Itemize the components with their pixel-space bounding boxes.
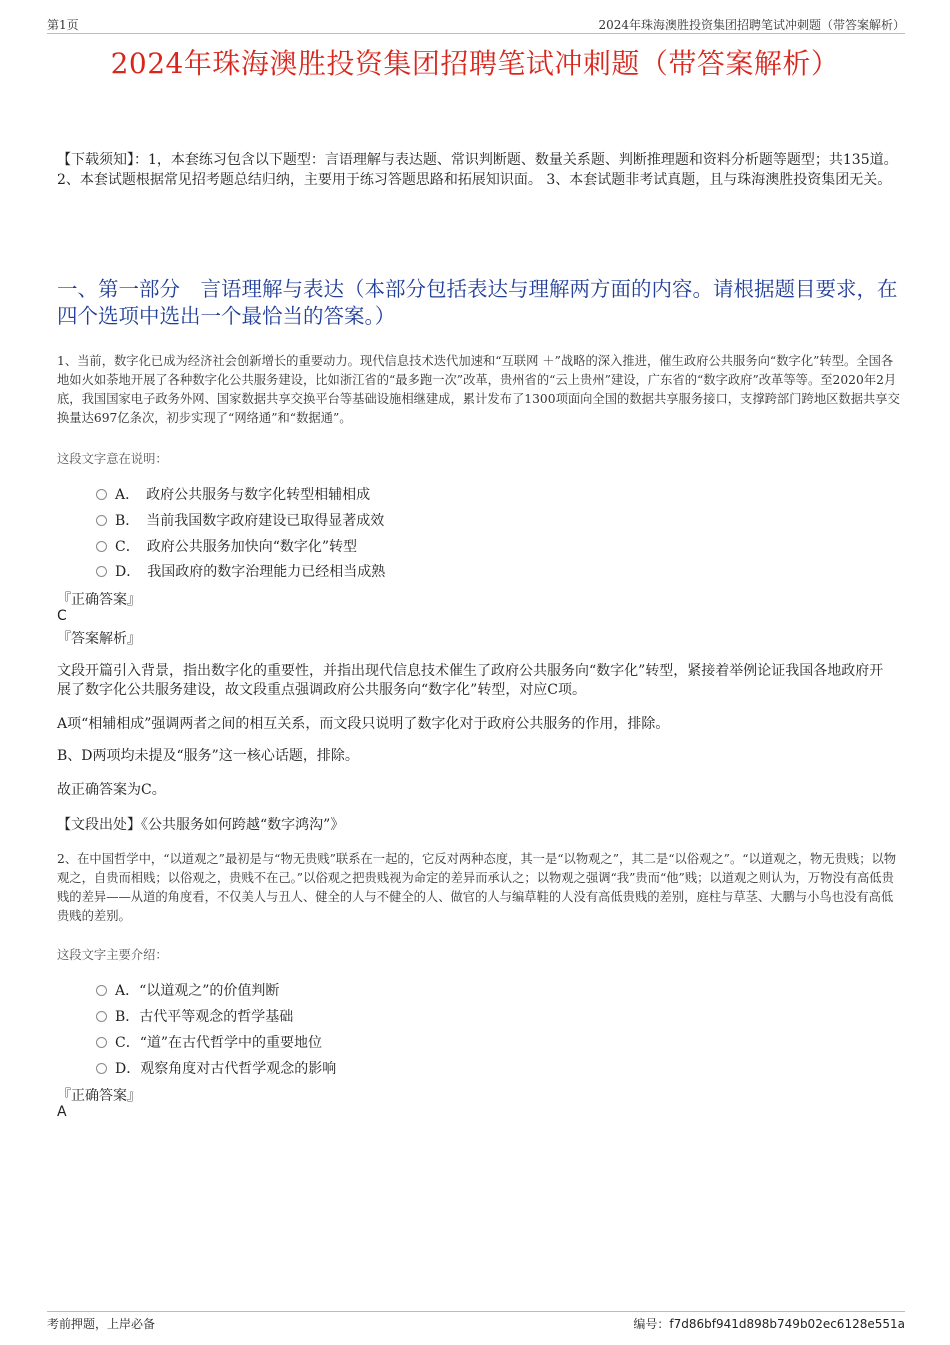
question-1-text: 1、当前，数字化已成为经济社会创新增长的重要动力。现代信息技术迭代加速和“互联网 ＋”战略的深入推进，催生政府公共服务向“数字化”转型。全国各地如火如荼地开展了各种数字化公共服务建设，比如浙江省的“最多跑一次”改革，贵州省的“云上贵州”建设，广东省的“数字政府”改革等等。至2020年2月底，我国国家电子政务外网、国家数据共享交换平台等基础设施相继建成，累计发布了1300项面向全国的数据共享服务接口，支撑跨部门跨地区数据共享交换量达697亿条次，初步实现了“网络通”和“数据通”。	[57, 354, 900, 425]
radio-icon[interactable]	[96, 985, 107, 996]
download-notice: 【下载须知】：1，本套练习包含以下题型：言语理解与表达题、常识判断题、数量关系题、判断推理题和资料分析题等题型；共135道。 2、本套试题根据常见招考题总结归纳，主要用于练习答题思路和拓展知识面。 3、本套试题非考试真题，且与珠海澳胜投资集团无关。	[57, 152, 898, 188]
question-1-option-c[interactable]: C． 政府公共服务加快向“数字化”转型	[96, 536, 357, 556]
radio-icon[interactable]	[96, 566, 107, 577]
radio-icon[interactable]	[96, 1063, 107, 1074]
header-doc-title: 2024年珠海澳胜投资集团招聘笔试冲刺题（带答案解析）	[598, 18, 905, 32]
question-2-option-b[interactable]: B．古代平等观念的哲学基础	[96, 1006, 293, 1026]
radio-icon[interactable]	[96, 1011, 107, 1022]
question-2-prompt: 这段文字主要介绍：	[57, 948, 168, 962]
footer-code-value: f7d86bf941d898b749b02ec6128e551a	[669, 1317, 905, 1331]
question-1-prompt: 这段文字意在说明：	[57, 452, 168, 466]
question-2-answer: A	[57, 1104, 67, 1120]
question-1-analysis-p4: 故正确答案为C。	[57, 782, 166, 798]
question-2-option-d[interactable]: D．观察角度对古代哲学观念的影响	[96, 1058, 336, 1078]
question-1-option-b[interactable]: B． 当前我国数字政府建设已取得显著成效	[96, 510, 384, 530]
question-1-source: 【文段出处】《公共服务如何跨越“数字鸿沟”》	[57, 817, 345, 833]
question-1-option-d[interactable]: D． 我国政府的数字治理能力已经相当成熟	[96, 561, 385, 581]
radio-icon[interactable]	[96, 541, 107, 552]
question-1-analysis-label: 『答案解析』	[57, 631, 141, 647]
question-1-answer: C	[57, 608, 67, 624]
section-heading: 一、第一部分 言语理解与表达（本部分包括表达与理解两方面的内容。请根据题目要求，在四个选项中选出一个最恰当的答案。）	[57, 277, 898, 328]
question-1-analysis-p1: 文段开篇引入背景，指出数字化的重要性，并指出现代信息技术催生了政府公共服务向“数字化”转型，紧接着举例论证我国各地政府开展了数字化公共服务建设，故文段重点强调政府公共服务向“数字化”转型，对应C项。	[57, 663, 884, 698]
radio-icon[interactable]	[96, 1037, 107, 1048]
question-1-option-a[interactable]: A． 政府公共服务与数字化转型相辅相成	[96, 484, 370, 504]
question-1-answer-label: 『正确答案』	[57, 592, 141, 608]
radio-icon[interactable]	[96, 489, 107, 500]
question-1-analysis-p2: A项“相辅相成”强调两者之间的相互关系，而文段只说明了数字化对于政府公共服务的作用，排除。	[57, 716, 670, 732]
question-1-analysis-p3: B、D两项均未提及“服务”这一核心话题，排除。	[57, 748, 359, 764]
footer-code	[633, 1315, 905, 1332]
question-2-answer-label: 『正确答案』	[57, 1088, 141, 1104]
question-2-option-c[interactable]: C．“道”在古代哲学中的重要地位	[96, 1032, 322, 1052]
document-title: 2024年珠海澳胜投资集团招聘笔试冲刺题（带答案解析）	[110, 47, 840, 80]
radio-icon[interactable]	[96, 515, 107, 526]
question-2-option-a[interactable]: A．“以道观之”的价值判断	[96, 980, 279, 1000]
page-footer	[47, 1311, 905, 1331]
question-2-text: 2、在中国哲学中，“以道观之”最初是与“物无贵贱”联系在一起的，它反对两种态度，其一是“以物观之”，其二是“以俗观之”。“以道观之，物无贵贱；以物观之，自贵而相贱；以俗观之，贵贱不在己。”以俗观之把贵贱视为命定的差异而承认之；以物观之强调“我”贵而“他”贱；以道观之则认为，万物没有高低贵贱的差异——从道的角度看，不仅美人与丑人、健全的人与不健全的人、做官的人与编草鞋的人没有高低贵贱的差别，庭柱与草茎、大鹏与小鸟也没有高低贵贱的差别。	[57, 852, 897, 923]
footer-code-label: 编号：	[633, 1317, 670, 1331]
page-number: 第1页	[47, 18, 79, 32]
footer-slogan: 考前押题，上岸必备	[47, 1317, 156, 1331]
page-header	[47, 15, 905, 34]
